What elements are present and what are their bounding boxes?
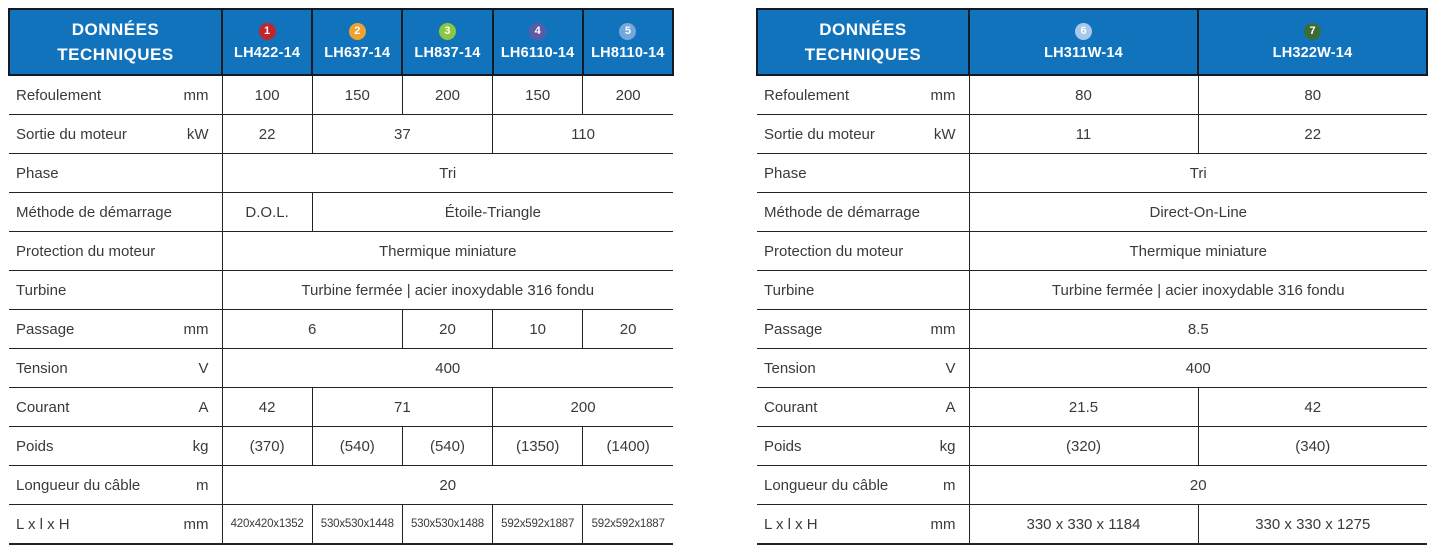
value-cell: (1400) bbox=[583, 427, 673, 466]
table-row bbox=[9, 505, 673, 545]
row-unit: mm bbox=[183, 86, 209, 104]
model-column-header bbox=[222, 9, 312, 75]
value-cell: 150 bbox=[312, 75, 402, 115]
value-cell: 42 bbox=[1198, 388, 1427, 427]
value-cell: 400 bbox=[969, 349, 1427, 388]
row-unit: mm bbox=[930, 515, 956, 533]
row-unit: A bbox=[945, 398, 956, 416]
model-column-header bbox=[969, 9, 1198, 75]
model-name: LH637-14 bbox=[324, 45, 391, 61]
row-label: Sortie du moteur bbox=[16, 125, 127, 143]
table-title-line: TECHNIQUES bbox=[57, 45, 174, 64]
value-cell: 10 bbox=[493, 310, 583, 349]
table-row bbox=[9, 349, 673, 388]
model-name: LH8110-14 bbox=[591, 45, 665, 61]
model-name: LH422-14 bbox=[234, 45, 301, 61]
row-label: Phase bbox=[16, 164, 59, 182]
row-label-cell bbox=[9, 271, 222, 310]
model-name: LH837-14 bbox=[414, 45, 481, 61]
value-cell: 200 bbox=[402, 75, 492, 115]
value-cell: Thermique miniature bbox=[969, 232, 1427, 271]
technical-data-table-left bbox=[8, 8, 674, 545]
value-cell: (320) bbox=[969, 427, 1198, 466]
value-cell: (540) bbox=[402, 427, 492, 466]
row-label-cell bbox=[9, 310, 222, 349]
value-cell: 80 bbox=[969, 75, 1198, 115]
value-cell: 37 bbox=[312, 115, 492, 154]
row-label-cell bbox=[9, 349, 222, 388]
model-number-badge: 4 bbox=[529, 23, 546, 40]
table-row bbox=[757, 349, 1427, 388]
row-label: Longueur du câble bbox=[16, 476, 141, 494]
value-cell: 110 bbox=[493, 115, 673, 154]
row-label-cell bbox=[9, 193, 222, 232]
value-cell: 530x530x1488 bbox=[402, 505, 492, 545]
row-unit: kg bbox=[192, 437, 209, 455]
value-cell: 592x592x1887 bbox=[493, 505, 583, 545]
table-title bbox=[757, 9, 969, 75]
row-label-cell bbox=[757, 75, 969, 115]
value-cell: 21.5 bbox=[969, 388, 1198, 427]
model-column-header bbox=[402, 9, 492, 75]
row-label: Longueur du câble bbox=[764, 476, 889, 494]
table-row bbox=[757, 466, 1427, 505]
row-unit: kW bbox=[186, 125, 209, 143]
table-row bbox=[757, 271, 1427, 310]
row-unit: V bbox=[198, 359, 209, 377]
value-cell: 150 bbox=[493, 75, 583, 115]
value-cell: 592x592x1887 bbox=[583, 505, 673, 545]
row-label-cell bbox=[9, 466, 222, 505]
row-unit: m bbox=[196, 476, 209, 494]
table-title-line: TECHNIQUES bbox=[804, 45, 922, 64]
row-label-cell bbox=[757, 115, 969, 154]
row-label-cell bbox=[757, 349, 969, 388]
model-column-header bbox=[312, 9, 402, 75]
value-cell: 530x530x1448 bbox=[312, 505, 402, 545]
table-row bbox=[9, 310, 673, 349]
table-row bbox=[9, 271, 673, 310]
row-label-cell bbox=[757, 466, 969, 505]
model-number-badge: 2 bbox=[349, 23, 366, 40]
row-unit: kg bbox=[939, 437, 956, 455]
row-label-cell bbox=[757, 505, 969, 545]
value-cell: 8.5 bbox=[969, 310, 1427, 349]
table-row bbox=[757, 505, 1427, 545]
row-label-cell bbox=[757, 271, 969, 310]
model-column-header bbox=[583, 9, 673, 75]
row-unit: mm bbox=[930, 320, 956, 338]
row-label: Refoulement bbox=[16, 86, 102, 104]
model-number-badge: 1 bbox=[259, 23, 276, 40]
row-label-cell bbox=[9, 232, 222, 271]
row-label: Refoulement bbox=[764, 86, 850, 104]
value-cell: Étoile-Triangle bbox=[312, 193, 673, 232]
row-label: Protection du moteur bbox=[764, 242, 904, 260]
table-title bbox=[9, 9, 222, 75]
model-name: LH311W-14 bbox=[1044, 45, 1123, 61]
value-cell: Tri bbox=[969, 154, 1427, 193]
value-cell: (1350) bbox=[493, 427, 583, 466]
value-cell: Tri bbox=[222, 154, 673, 193]
value-cell: 200 bbox=[583, 75, 673, 115]
model-number-badge: 3 bbox=[439, 23, 456, 40]
value-cell: 420x420x1352 bbox=[222, 505, 312, 545]
row-label-cell bbox=[757, 154, 969, 193]
value-cell: (340) bbox=[1198, 427, 1427, 466]
model-name: LH6110-14 bbox=[500, 45, 575, 61]
value-cell: 20 bbox=[402, 310, 492, 349]
value-cell: (540) bbox=[312, 427, 402, 466]
row-label: Poids bbox=[16, 437, 54, 455]
row-unit: mm bbox=[183, 515, 209, 533]
row-label: Phase bbox=[764, 164, 807, 182]
header-row bbox=[9, 9, 673, 75]
value-cell: 100 bbox=[222, 75, 312, 115]
row-label-cell bbox=[757, 310, 969, 349]
value-cell: 200 bbox=[493, 388, 673, 427]
value-cell: 71 bbox=[312, 388, 492, 427]
value-cell: 330 x 330 x 1275 bbox=[1198, 505, 1427, 545]
value-cell: Thermique miniature bbox=[222, 232, 673, 271]
value-cell: 20 bbox=[583, 310, 673, 349]
model-column-header bbox=[1198, 9, 1427, 75]
table-row bbox=[757, 388, 1427, 427]
value-cell: 330 x 330 x 1184 bbox=[969, 505, 1198, 545]
row-unit: mm bbox=[183, 320, 209, 338]
table-row bbox=[9, 75, 673, 115]
row-label-cell bbox=[757, 232, 969, 271]
row-unit: m bbox=[943, 476, 956, 494]
value-cell: 42 bbox=[222, 388, 312, 427]
row-label: Protection du moteur bbox=[16, 242, 156, 260]
value-cell: 6 bbox=[222, 310, 402, 349]
value-cell: 20 bbox=[969, 466, 1427, 505]
row-label-cell bbox=[757, 427, 969, 466]
row-label: Méthode de démarrage bbox=[16, 203, 172, 221]
row-label: Tension bbox=[764, 359, 816, 377]
table-row bbox=[9, 232, 673, 271]
model-number-badge: 5 bbox=[619, 23, 636, 40]
row-label-cell bbox=[9, 75, 222, 115]
row-label: Passage bbox=[764, 320, 823, 338]
row-label: Passage bbox=[16, 320, 75, 338]
model-number-badge: 7 bbox=[1304, 23, 1321, 40]
row-label: Courant bbox=[764, 398, 818, 416]
header-row bbox=[757, 9, 1427, 75]
value-cell: 20 bbox=[222, 466, 673, 505]
value-cell: (370) bbox=[222, 427, 312, 466]
row-label: L x l x H bbox=[764, 515, 818, 533]
row-label: L x l x H bbox=[16, 515, 70, 533]
row-label-cell bbox=[9, 154, 222, 193]
table-row bbox=[757, 115, 1427, 154]
value-cell: 400 bbox=[222, 349, 673, 388]
table-row bbox=[9, 193, 673, 232]
row-label-cell bbox=[757, 193, 969, 232]
value-cell: Turbine fermée | acier inoxydable 316 fondu bbox=[222, 271, 673, 310]
row-label: Turbine bbox=[764, 281, 815, 299]
table-row bbox=[9, 154, 673, 193]
model-name: LH322W-14 bbox=[1272, 45, 1353, 61]
table-row bbox=[757, 75, 1427, 115]
table-row bbox=[9, 427, 673, 466]
table-row bbox=[9, 466, 673, 505]
table-title-line: DONNÉES bbox=[819, 19, 907, 39]
table-row bbox=[757, 193, 1427, 232]
spec-table bbox=[8, 8, 674, 545]
spec-table bbox=[756, 8, 1428, 545]
value-cell: 80 bbox=[1198, 75, 1427, 115]
row-label: Méthode de démarrage bbox=[764, 203, 920, 221]
model-number-badge: 6 bbox=[1075, 23, 1092, 40]
value-cell: 22 bbox=[1198, 115, 1427, 154]
row-unit: kW bbox=[933, 125, 956, 143]
table-row bbox=[9, 388, 673, 427]
row-label: Turbine bbox=[16, 281, 67, 299]
row-label-cell bbox=[757, 388, 969, 427]
row-label: Tension bbox=[16, 359, 68, 377]
row-label-cell bbox=[9, 388, 222, 427]
table-row bbox=[757, 310, 1427, 349]
row-label-cell bbox=[9, 427, 222, 466]
value-cell: Turbine fermée | acier inoxydable 316 fondu bbox=[969, 271, 1427, 310]
table-row bbox=[757, 154, 1427, 193]
technical-data-table-right bbox=[756, 8, 1428, 545]
value-cell: Direct-On-Line bbox=[969, 193, 1427, 232]
row-label: Poids bbox=[764, 437, 802, 455]
table-row bbox=[757, 232, 1427, 271]
value-cell: 22 bbox=[222, 115, 312, 154]
table-row bbox=[9, 115, 673, 154]
value-cell: D.O.L. bbox=[222, 193, 312, 232]
model-column-header bbox=[493, 9, 583, 75]
table-title-line: DONNÉES bbox=[71, 19, 160, 39]
row-label: Courant bbox=[16, 398, 70, 416]
table-row bbox=[757, 427, 1427, 466]
row-label-cell bbox=[9, 505, 222, 545]
row-unit: mm bbox=[930, 86, 956, 104]
row-unit: V bbox=[945, 359, 956, 377]
value-cell: 11 bbox=[969, 115, 1198, 154]
row-unit: A bbox=[198, 398, 209, 416]
row-label: Sortie du moteur bbox=[764, 125, 875, 143]
row-label-cell bbox=[9, 115, 222, 154]
